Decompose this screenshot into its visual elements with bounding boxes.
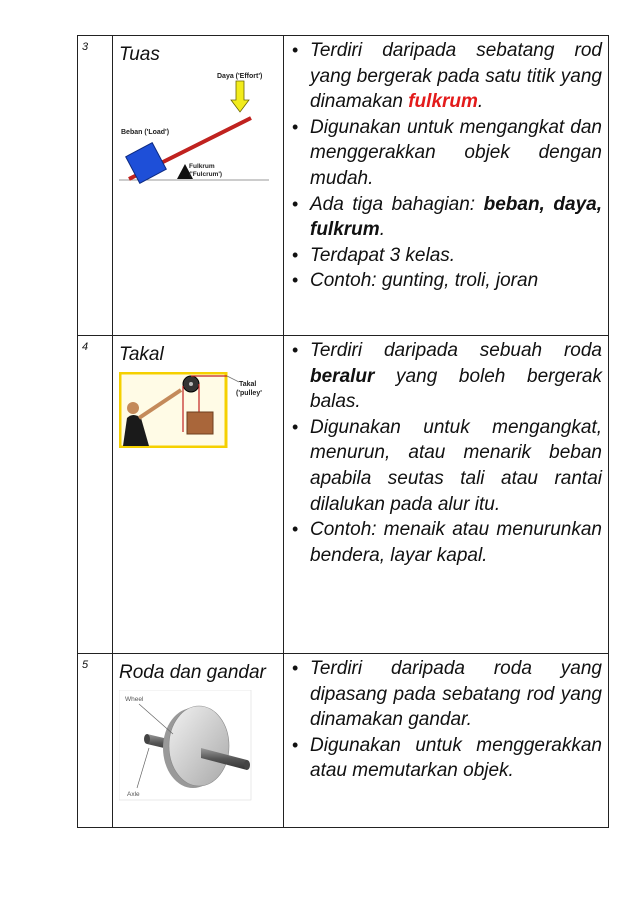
list-item: • Ada tiga bahagian: beban, daya, fulkrum. xyxy=(292,192,602,243)
effort-label: Daya ('Effort') xyxy=(217,73,263,80)
row-number: 4 xyxy=(78,336,113,654)
table-row xyxy=(78,36,609,336)
item-name: Tuas xyxy=(119,44,160,65)
list-item: • Terdiri daripada roda yang dipasang pada sebatang rod yang dinamakan gandar. xyxy=(292,656,602,733)
bullet-list xyxy=(292,338,602,568)
list-item: • Digunakan untuk mengangkat, menurun, atau menarik beban apabila seutas tali atau rantai dilalukan pada alur itu. xyxy=(292,415,602,517)
list-item: • Terdapat 3 kelas. xyxy=(292,243,602,269)
list-item: • Digunakan untuk menggerakkan atau memutarkan objek. xyxy=(292,733,602,784)
list-item: • Contoh: menaik atau menurunkan bendera, layar kapal. xyxy=(292,517,602,568)
wheel-label: Wheel xyxy=(125,696,144,703)
list-item: • Contoh: gunting, troli, joran xyxy=(292,268,602,294)
row-number: 5 xyxy=(78,654,113,828)
pulley-load-box xyxy=(187,412,213,434)
machines-table xyxy=(77,35,609,828)
description-cell xyxy=(284,336,609,654)
list-item: • Terdiri daripada sebuah roda beralur yang boleh bergerak balas. xyxy=(292,338,602,415)
row-number: 3 xyxy=(78,36,113,336)
fulcrum-label-2: ('Fulcrum') xyxy=(189,171,223,178)
load-label: Beban ('Load') xyxy=(121,129,170,136)
lever-figure xyxy=(119,72,269,202)
fulcrum-label-1: Fulkrum xyxy=(189,163,215,170)
pulley-figure xyxy=(119,372,269,448)
list-item: • Digunakan untuk mengangkat dan menggerakkan objek dengan mudah. xyxy=(292,115,602,192)
wheel-axle-figure xyxy=(119,690,269,802)
description-cell xyxy=(284,654,609,828)
pulley-label-1: Takal xyxy=(239,381,257,388)
bullet-list xyxy=(292,38,602,294)
person-head xyxy=(127,402,139,414)
description-cell xyxy=(284,36,609,336)
item-cell xyxy=(113,336,284,654)
table-row xyxy=(78,336,609,654)
item-name: Roda dan gandar xyxy=(119,662,266,683)
item-name: Takal xyxy=(119,344,164,365)
lever-effort-arrow xyxy=(231,81,249,112)
wheel-face xyxy=(169,706,229,786)
axle-label: Axle xyxy=(127,791,140,798)
bullet-list xyxy=(292,656,602,784)
item-cell xyxy=(113,36,284,336)
table-row xyxy=(78,654,609,828)
item-cell xyxy=(113,654,284,828)
pulley-label-2: ('pulley' xyxy=(236,390,262,397)
list-item: • Terdiri daripada sebatang rod yang bergerak pada satu titik yang dinamakan fulkrum. xyxy=(292,38,602,115)
